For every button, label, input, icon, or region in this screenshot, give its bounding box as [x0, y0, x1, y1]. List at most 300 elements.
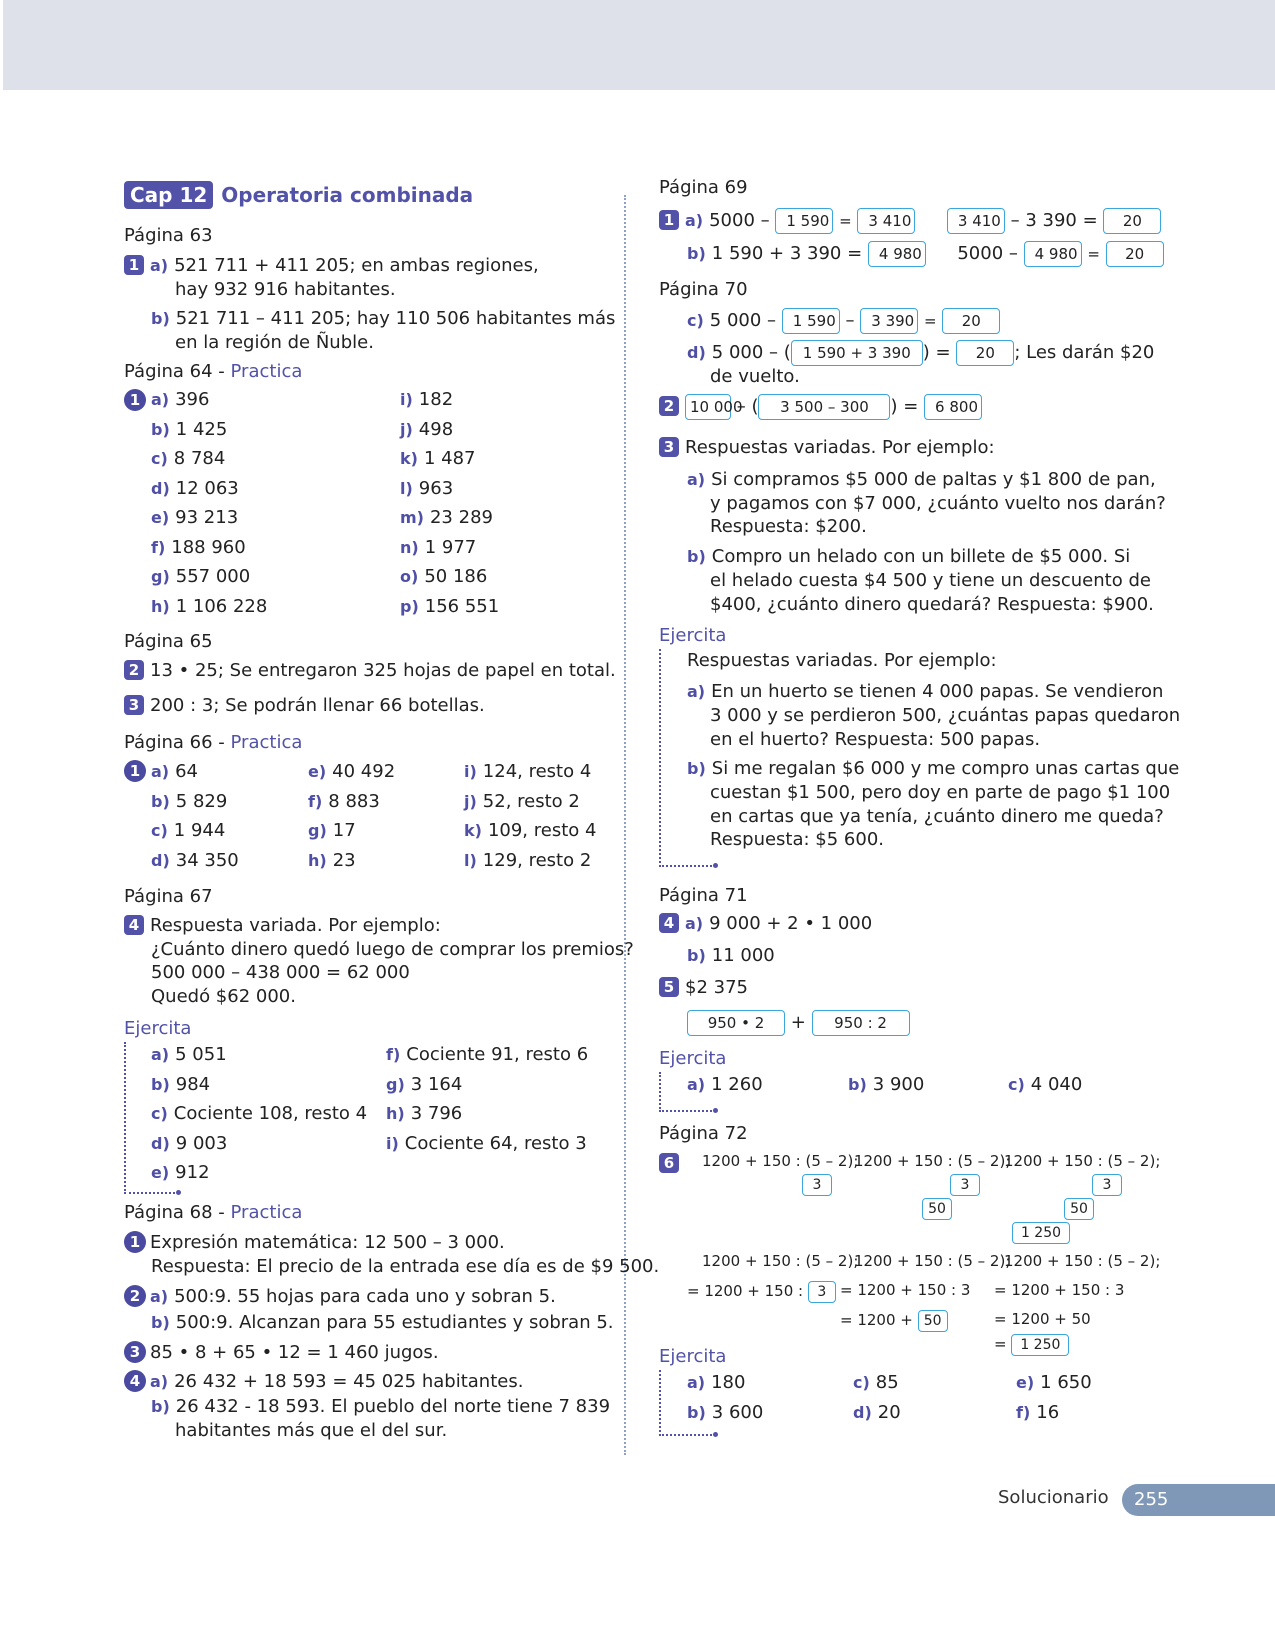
item-label: b)	[151, 1397, 170, 1416]
answer-box: 1 250	[1012, 1222, 1070, 1244]
list-item	[151, 448, 225, 470]
item-label: a)	[150, 1372, 169, 1391]
answer-box: 3 410	[857, 208, 915, 234]
heading-accent: Practica	[230, 1202, 303, 1223]
item-label: f)	[386, 1045, 401, 1064]
footer-label: Solucionario	[998, 1487, 1109, 1508]
item-label: a)	[151, 390, 170, 409]
item-label: m)	[400, 508, 424, 527]
list-item	[1016, 1402, 1059, 1424]
list-item	[400, 596, 499, 618]
answer-value: 984	[175, 1073, 211, 1095]
chapter-title: Operatoria combinada	[221, 183, 474, 207]
p71-ex5-boxes	[687, 1010, 910, 1036]
list-item	[400, 537, 476, 559]
answer-value: 124, resto 4	[482, 761, 592, 782]
answer-text: 26 432 + 18 593 = 45 025 habitantes.	[174, 1371, 524, 1392]
heading-pagina-72: Página 72	[659, 1123, 748, 1144]
p72-expression: 1200 + 150 : (5 – 2);	[1004, 1152, 1161, 1170]
answer-value: 963	[418, 477, 454, 499]
ejercita2-b-cont: cuestan $1 500, pero doy en parte de pago $1 100	[710, 782, 1171, 803]
item-label: a)	[151, 762, 170, 781]
answer-value: 3 796	[410, 1103, 463, 1124]
item-label: b)	[151, 1074, 170, 1094]
p69-ex1-a	[659, 208, 1161, 234]
answer-value: Cociente 108, resto 4	[173, 1103, 368, 1124]
chapter-header	[124, 181, 473, 209]
answer-value: 557 000	[175, 566, 251, 587]
list-item	[151, 537, 246, 559]
answer-value: 12 063	[175, 477, 239, 499]
answer-value: 1 260	[711, 1074, 763, 1095]
page-number: 255	[1122, 1484, 1275, 1516]
expression-text: – 3 390 =	[1010, 210, 1098, 231]
p72-expression: 1200 + 150 : (5 – 2);	[702, 1152, 859, 1170]
heading-ejercita: Ejercita	[124, 1018, 192, 1039]
item-label: c)	[687, 311, 704, 330]
p70-ex3	[659, 437, 995, 459]
ejercita2-a-cont: en el huerto? Respuesta: 500 papas.	[710, 729, 1041, 750]
heading-text: Página 68 -	[124, 1202, 231, 1223]
exercise-number-badge: 5	[659, 977, 679, 997]
answer-value: 1 944	[173, 820, 226, 841]
p72-expression: 1200 + 150 : (5 – 2);	[1004, 1252, 1161, 1270]
answer-value: 498	[418, 418, 454, 440]
exercise-number-badge: 3	[124, 1341, 146, 1363]
answer-box: 3	[1092, 1174, 1122, 1196]
p70-ex3-a-cont: Respuesta: $200.	[710, 516, 867, 537]
heading-text: Página 66 -	[124, 732, 231, 753]
answer-box: 20	[956, 340, 1014, 366]
item-label: j)	[400, 419, 413, 439]
list-item	[151, 389, 209, 411]
item-label: b)	[151, 1313, 170, 1332]
exercise-number-badge: 2	[659, 396, 679, 416]
item-label: d)	[687, 343, 706, 362]
item-label: e)	[1016, 1373, 1035, 1392]
item-label: a)	[685, 914, 704, 933]
answer-box: 1 250	[1011, 1334, 1069, 1356]
item-label: k)	[400, 449, 418, 468]
answer-box: 3	[808, 1281, 836, 1303]
p68-ex1-cont: Respuesta: El precio de la entrada ese día es de $9 500.	[151, 1256, 660, 1277]
expression-text: – (	[736, 396, 759, 417]
heading-pagina-66	[124, 732, 302, 754]
p72-step: = 1200 + 150 : 3	[840, 1281, 971, 1299]
heading-ejercita: Ejercita	[659, 625, 727, 646]
answer-value: Cociente 64, resto 3	[404, 1132, 587, 1154]
item-label: b)	[687, 547, 706, 566]
p72-expression: 1200 + 150 : (5 – 2);	[854, 1252, 1011, 1270]
p70-c	[687, 308, 1000, 334]
list-item	[464, 820, 596, 842]
item-label: i)	[464, 762, 477, 781]
exercise-number-badge: 1	[124, 760, 146, 782]
step-text: = 1200 + 150 :	[687, 1282, 804, 1300]
answer-value: 23	[332, 849, 356, 871]
heading-ejercita: Ejercita	[659, 1346, 727, 1367]
answer-value: 8 784	[173, 448, 226, 469]
answer-value: 16	[1036, 1402, 1060, 1423]
item-label: n)	[400, 537, 419, 557]
list-item	[308, 761, 395, 783]
list-item	[151, 850, 239, 872]
list-item	[151, 566, 250, 588]
item-label: b)	[151, 419, 170, 439]
answer-value: 20	[877, 1402, 901, 1423]
item-label: d)	[151, 850, 170, 870]
heading-pagina-71: Página 71	[659, 885, 748, 906]
list-item	[386, 1103, 462, 1125]
p70-ex3-a-cont: y pagamos con $7 000, ¿cuánto vuelto nos darán?	[710, 493, 1166, 514]
item-label: f)	[308, 791, 323, 811]
p71-ex4-b	[687, 945, 775, 967]
answer-text: 200 : 3; Se podrán llenar 66 botellas.	[150, 695, 485, 716]
item-label: l)	[400, 478, 413, 498]
p72-step: = 1200 + 50	[994, 1310, 1091, 1328]
answer-text: 500:9. Alcanzan para 55 estudiantes y sobran 5.	[175, 1312, 614, 1333]
list-item	[151, 1074, 210, 1096]
exercise-number-badge: 4	[124, 1370, 146, 1392]
item-label: b)	[687, 759, 706, 778]
answer-value: 1 650	[1040, 1372, 1092, 1393]
item-label: d)	[151, 478, 170, 498]
heading-pagina-65: Página 65	[124, 631, 213, 652]
p70-ex3-b-cont: el helado cuesta $4 500 y tiene un descuento de	[710, 570, 1151, 591]
item-label: a)	[687, 1075, 706, 1094]
exercise-number-badge: 2	[124, 660, 144, 680]
list-item	[151, 791, 227, 813]
answer-value: 188 960	[171, 536, 246, 558]
list-item	[151, 761, 198, 783]
answer-box: 1 590	[775, 208, 833, 234]
list-item	[687, 1372, 745, 1394]
answer-value: 396	[175, 389, 210, 410]
answer-text: 11 000	[711, 945, 775, 966]
item-label: e)	[151, 508, 170, 527]
list-item	[151, 507, 238, 529]
ejercita2-b-cont: en cartas que ya tenía, ¿cuánto dinero me queda?	[710, 806, 1164, 827]
heading-pagina-64	[124, 361, 302, 383]
heading-pagina-68	[124, 1202, 302, 1224]
exercise-number-badge: 1	[124, 389, 146, 411]
item-label: a)	[687, 470, 706, 489]
answer-box: 20	[1106, 241, 1164, 267]
answer-box: 3 500 – 300	[758, 394, 890, 420]
item-label: b)	[151, 791, 170, 811]
answer-box: 4 980	[1024, 241, 1082, 267]
answer-text: Respuestas variadas. Por ejemplo:	[685, 437, 995, 458]
item-label: b)	[848, 1075, 867, 1094]
p68-ex1	[124, 1231, 505, 1254]
list-item	[687, 1074, 763, 1096]
item-label: l)	[464, 850, 477, 870]
answer-text: Si compramos $5 000 de paltas y $1 800 de pan,	[711, 469, 1156, 490]
answer-box: 50	[1064, 1198, 1094, 1220]
answer-text: Expresión matemática: 12 500 – 3 000.	[150, 1232, 505, 1253]
item-label: a)	[151, 1045, 170, 1064]
ejercita-bracket-dot	[713, 863, 718, 868]
heading-pagina-70: Página 70	[659, 279, 748, 300]
p72-step	[840, 1310, 948, 1332]
p66-ex1-badge	[124, 760, 150, 782]
exercise-number-badge: 4	[124, 915, 144, 935]
list-item	[464, 791, 580, 813]
p68-ex3	[124, 1341, 439, 1364]
p65-ex2	[124, 660, 616, 682]
equals-sign: =	[924, 312, 937, 330]
expression-text: 5 000 – (	[711, 342, 791, 363]
item-label: a)	[685, 211, 704, 230]
item-label: f)	[1016, 1403, 1031, 1422]
answer-text: Compro un helado con un billete de $5 000. Si	[711, 546, 1131, 567]
answer-box: 3	[802, 1174, 832, 1196]
answer-value: 156 551	[424, 595, 500, 617]
p63-ex1-b	[151, 308, 615, 330]
item-label: g)	[386, 1074, 405, 1094]
expression-text: ) =	[922, 342, 951, 363]
step-text: = 1200 +	[840, 1311, 913, 1329]
item-label: h)	[386, 1104, 405, 1123]
item-label: f)	[151, 537, 166, 557]
exercise-number-badge: 1	[659, 210, 679, 230]
answer-value: 23 289	[429, 507, 493, 528]
answer-value: 40 492	[332, 761, 396, 782]
item-label: e)	[151, 1163, 170, 1182]
heading-pagina-67: Página 67	[124, 886, 213, 907]
answer-value: 52, resto 2	[482, 790, 580, 812]
list-item	[464, 761, 591, 783]
expression-text: 5000 –	[709, 210, 770, 231]
ejercita2-a-cont: 3 000 y se perdieron 500, ¿cuántas papas quedaron	[710, 705, 1181, 726]
answer-text: 26 432 - 18 593. El pueblo del norte tiene 7 839	[175, 1396, 611, 1417]
answer-box: 20	[1103, 208, 1161, 234]
item-label: b)	[151, 309, 170, 328]
ejercita2-intro: Respuestas variadas. Por ejemplo:	[687, 650, 997, 671]
list-item	[151, 419, 227, 441]
list-item	[464, 850, 591, 872]
heading-accent: Practica	[230, 732, 303, 753]
list-item	[151, 478, 239, 500]
list-item	[151, 1162, 210, 1184]
item-label: j)	[464, 791, 477, 811]
answer-value: 109, resto 4	[487, 820, 597, 841]
chapter-badge: Cap 12	[124, 181, 213, 209]
item-label: c)	[853, 1373, 870, 1392]
item-label: a)	[687, 682, 706, 701]
item-label: p)	[400, 596, 419, 616]
list-item	[151, 820, 225, 842]
heading-accent: Practica	[230, 361, 303, 382]
p68-ex4-b	[151, 1396, 610, 1418]
answer-box: 1 590 + 3 390	[791, 340, 923, 366]
item-label: i)	[386, 1133, 399, 1153]
answer-box: 4 980	[868, 241, 926, 267]
answer-value: 1 977	[424, 536, 477, 558]
equals-sign: =	[994, 1335, 1007, 1353]
list-item	[400, 419, 453, 441]
exercise-number-badge: 1	[124, 255, 144, 275]
answer-box: 10 000	[685, 394, 731, 420]
list-item	[308, 791, 380, 813]
answer-box: 950 : 2	[812, 1010, 910, 1036]
expression-text: 5000 –	[957, 243, 1018, 264]
p68-ex2-b	[151, 1312, 614, 1334]
answer-value: 1 487	[423, 448, 476, 469]
p70-d-cont: de vuelto.	[710, 366, 800, 387]
ejercita2-a	[687, 681, 1163, 703]
p64-ex1-badge	[124, 389, 150, 411]
p67-line: Quedó $62 000.	[151, 986, 296, 1007]
item-label: b)	[687, 1403, 706, 1422]
answer-value: 9 003	[175, 1132, 228, 1154]
answer-text: En un huerto se tienen 4 000 papas. Se vendieron	[711, 681, 1164, 702]
p68-ex4-b-cont: habitantes más que el del sur.	[175, 1420, 448, 1441]
answer-value: 129, resto 2	[482, 849, 592, 871]
answer-value: 1 106 228	[175, 595, 268, 617]
answer-text: 9 000 + 2 • 1 000	[709, 913, 873, 934]
p70-ex3-b	[687, 546, 1130, 568]
list-item	[151, 1044, 227, 1066]
item-label: a)	[150, 256, 169, 275]
answer-box: 3	[950, 1174, 980, 1196]
exercise-number-badge: 3	[659, 437, 679, 457]
p70-ex3-a	[687, 469, 1156, 491]
p68-ex4-a	[124, 1370, 523, 1393]
item-label: e)	[308, 762, 327, 781]
p65-ex3	[124, 695, 485, 717]
list-item	[400, 566, 487, 588]
answer-box: 3 410	[947, 208, 1005, 234]
answer-box: 1 590	[782, 308, 840, 334]
p72-expression: 1200 + 150 : (5 – 2);	[854, 1152, 1011, 1170]
item-label: k)	[464, 821, 482, 840]
answer-text: Si me regalan $6 000 y me compro unas cartas que	[711, 758, 1180, 779]
heading-pagina-69: Página 69	[659, 177, 748, 198]
list-item	[853, 1402, 901, 1424]
ejercita-bracket-dot	[713, 1432, 718, 1437]
answer-box: 20	[942, 308, 1000, 334]
expression-text: ) =	[890, 396, 919, 417]
expression-text: 1 590 + 3 390 =	[711, 243, 863, 264]
list-item	[400, 389, 453, 411]
answer-box: 6 800	[924, 394, 982, 420]
list-item	[853, 1372, 899, 1394]
list-item	[151, 1133, 227, 1155]
p72-step	[687, 1281, 836, 1303]
exercise-number-badge: 6	[659, 1153, 679, 1173]
exercise-number-badge: 3	[124, 695, 144, 715]
p71-ex5	[659, 977, 748, 999]
answer-value: 17	[332, 820, 356, 841]
exercise-number-badge: 4	[659, 913, 679, 933]
list-item	[400, 507, 493, 529]
item-label: g)	[151, 567, 170, 586]
answer-value: 64	[175, 761, 199, 782]
heading-pagina-63: Página 63	[124, 225, 213, 246]
list-item	[400, 478, 453, 500]
list-item	[687, 1402, 763, 1424]
answer-value: 3 900	[872, 1074, 925, 1095]
list-item	[1016, 1372, 1092, 1394]
top-band	[3, 0, 1275, 90]
p69-ex1-b	[687, 241, 1164, 267]
item-label: a)	[687, 1373, 706, 1392]
ejercita2-b	[687, 758, 1179, 780]
equals-sign: =	[839, 212, 852, 230]
list-item	[386, 1074, 462, 1096]
ejercita2-b-cont: Respuesta: $5 600.	[710, 829, 885, 850]
exercise-number-badge: 1	[124, 1231, 146, 1253]
p71-ex4-a	[659, 913, 872, 935]
equals-sign: =	[1087, 245, 1100, 263]
answer-text: 13 • 25; Se entregaron 325 hojas de papel en total.	[150, 660, 616, 681]
heading-ejercita: Ejercita	[659, 1048, 727, 1069]
answer-value: 85	[875, 1372, 899, 1393]
answer-value: 912	[175, 1162, 210, 1183]
p70-d	[687, 340, 1154, 366]
answer-box: 950 • 2	[687, 1010, 785, 1036]
answer-box: 50	[918, 1310, 948, 1332]
answer-value: 180	[711, 1372, 746, 1393]
plus-sign: +	[790, 1012, 806, 1033]
p70-ex2	[659, 394, 982, 420]
item-label: c)	[1008, 1075, 1025, 1094]
p72-ex6-badge	[659, 1153, 685, 1173]
answer-value: 3 164	[410, 1073, 463, 1095]
list-item	[1008, 1074, 1082, 1096]
answer-text: Respuesta variada. Por ejemplo:	[150, 915, 441, 936]
list-item	[308, 820, 356, 842]
answer-value: 4 040	[1030, 1074, 1083, 1095]
p70-ex3-b-cont: $400, ¿cuánto dinero quedará? Respuesta: $900.	[710, 594, 1154, 615]
item-label: g)	[308, 821, 327, 840]
list-item	[848, 1074, 924, 1096]
ejercita-bracket-dot	[713, 1108, 718, 1113]
p67-ex4	[124, 915, 441, 937]
answer-value: 93 213	[175, 507, 239, 528]
p72-step: = 1200 + 150 : 3	[994, 1281, 1125, 1299]
answer-value: 182	[418, 389, 454, 410]
ejercita-bracket-dot	[176, 1190, 181, 1195]
answer-text: ; Les darán $20	[1014, 342, 1155, 363]
answer-value: 50 186	[424, 566, 488, 587]
item-label: b)	[687, 244, 706, 263]
answer-box: 50	[922, 1198, 952, 1220]
answer-value: 34 350	[175, 849, 239, 871]
p63-ex1-a	[124, 255, 539, 277]
list-item	[151, 596, 267, 618]
answer-value: 5 829	[175, 790, 228, 812]
p67-line: ¿Cuánto dinero quedó luego de comprar los premios?	[151, 939, 634, 960]
p63-ex1-b-cont: en la región de Ñuble.	[175, 332, 374, 353]
item-label: h)	[151, 596, 170, 616]
list-item	[386, 1133, 587, 1155]
answer-text: 500:9. 55 hojas para cada uno y sobran 5.	[174, 1286, 556, 1307]
item-label: a)	[150, 1287, 169, 1306]
minus-sign: –	[845, 310, 855, 331]
answer-box: 3 390	[860, 308, 918, 334]
p67-line: 500 000 – 438 000 = 62 000	[151, 962, 410, 983]
item-label: d)	[853, 1403, 872, 1422]
answer-text: 85 • 8 + 65 • 12 = 1 460 jugos.	[150, 1342, 439, 1363]
answer-text: 521 711 + 411 205; en ambas regiones,	[174, 255, 539, 276]
item-label: i)	[400, 390, 413, 409]
answer-value: Cociente 91, resto 6	[406, 1044, 589, 1065]
item-label: d)	[151, 1133, 170, 1153]
list-item	[308, 850, 356, 872]
heading-text: Página 64 -	[124, 361, 231, 382]
